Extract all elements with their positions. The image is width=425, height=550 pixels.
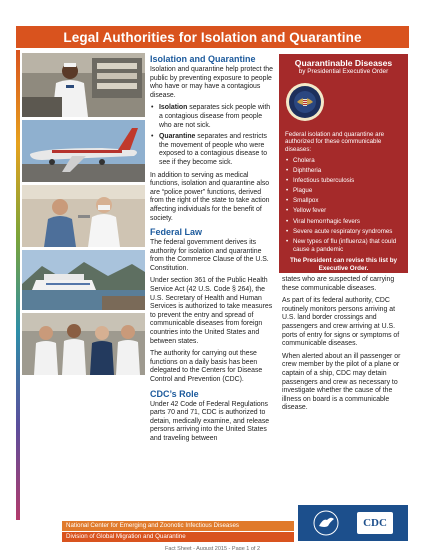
continued-paragraph-3: When alerted about an ill passenger or crew member by the pilot of a plane or captain of a ship, CDC may detain passengers and crew as necessary to investigate whether the cause of the illness on board is a communicable disease.	[282, 352, 401, 412]
federal-law-paragraph-2: Under section 361 of the Public Health Service Act (42 U.S. Code § 264), the U.S. Secretary of Health and Human Services is authorized to take measures to prevent the entry and spread of communicable diseases from foreign countries into the United States and between states.	[150, 277, 273, 345]
term-isolation: Isolation	[159, 104, 188, 112]
quarantinable-diseases-box	[279, 54, 408, 273]
photo-column	[22, 53, 145, 378]
definition-quarantine	[150, 133, 273, 167]
disease-item: • Yellow fever	[285, 207, 402, 215]
police-power-paragraph: In addition to serving as medical functions, isolation and quarantine also are “police power” functions, derived from the right of the state to take action affecting individuals for the benefit of society.	[150, 171, 270, 222]
term-quarantine: Quarantine	[159, 133, 196, 141]
definition-text: separates and restricts the movement of people who were exposed to a contagious disease to see if they become sick.	[159, 133, 268, 166]
medical-exam-photo	[22, 185, 145, 247]
disease-item: • Diphtheria	[285, 167, 402, 175]
definition-list	[150, 104, 273, 167]
section-title-federal-law: Federal Law	[150, 227, 203, 238]
isolation-intro: Isolation and quarantine help protect the public by preventing exposure to people who have or may have a contagious disease.	[150, 66, 273, 99]
federal-law-paragraph-3: The authority for carrying out these functions on a daily basis has been delegated to the Centers for Disease Control and Prevention (CDC).	[150, 350, 263, 383]
disease-list	[285, 157, 402, 253]
disease-item: • Infectious tuberculosis	[285, 177, 402, 185]
definition-isolation	[150, 104, 273, 130]
footer-bar	[62, 521, 294, 543]
disease-item: • Viral hemorrhagic fevers	[285, 218, 402, 226]
definition-text: separates sick people with a contagious disease from people who are not sick.	[159, 104, 271, 129]
cdc-role-paragraph-1: Under 42 Code of Federal Regulations parts 70 and 71, CDC is authorized to detain, medically examine, and release persons arriving into the United States and traveling between	[150, 400, 270, 442]
header-banner	[16, 26, 409, 48]
sidebar-subtitle: by Presidential Executive Order	[298, 68, 389, 75]
federal-law-paragraph-1: The federal government derives its authority for isolation and quarantine from the Commerce Clause of the U.S. Constitution.	[150, 239, 269, 272]
disease-item: • Plague	[285, 187, 402, 195]
page-info: Fact Sheet - August 2015 - Page 1 of 2	[164, 546, 261, 550]
executive-order-note: The President can revise this list by Executive Order.	[289, 257, 398, 273]
section-title-cdc-role: CDC’s Role	[150, 388, 199, 399]
continued-text-column	[282, 276, 408, 417]
cdc-logo: CDC	[357, 512, 393, 534]
section-title-isolation: Isolation and Quarantine	[150, 54, 256, 64]
airplane-photo	[22, 120, 145, 182]
disease-item: • New types of flu (influenza) that could cause a pandemic	[285, 238, 402, 254]
disease-item: • Severe acute respiratory syndromes	[285, 228, 402, 236]
footer-center-name: National Center for Emerging and Zoonotic Infectious Diseases	[62, 521, 294, 531]
cruise-ship-photo	[22, 250, 145, 310]
hhs-eagle-icon	[313, 510, 339, 536]
officer-photo	[22, 53, 145, 117]
footer-division-name: Division of Global Migration and Quarantine	[62, 532, 294, 542]
officers-group-photo	[22, 313, 145, 375]
continued-paragraph-2: As part of its federal authority, CDC routinely monitors persons arriving at U.S. land border crossings and passengers and crew arriving at U.S. ports of entry for signs or symptoms of communicable diseases.	[282, 297, 400, 348]
disease-item: • Smallpox	[285, 197, 402, 205]
color-strip	[16, 50, 20, 520]
sidebar-title: Quarantinable Diseases	[294, 58, 393, 68]
sidebar-intro: Federal isolation and quarantine are authorized for these communicable diseases:	[285, 130, 385, 154]
page-title: Legal Authorities for Isolation and Quarantine	[63, 29, 362, 45]
presidential-seal-icon	[285, 82, 325, 122]
continued-paragraph-1: states who are suspected of carrying these communicable diseases.	[282, 276, 395, 292]
main-text-column	[150, 54, 273, 448]
footer-logos	[298, 505, 408, 541]
disease-item: • Cholera	[285, 157, 402, 165]
